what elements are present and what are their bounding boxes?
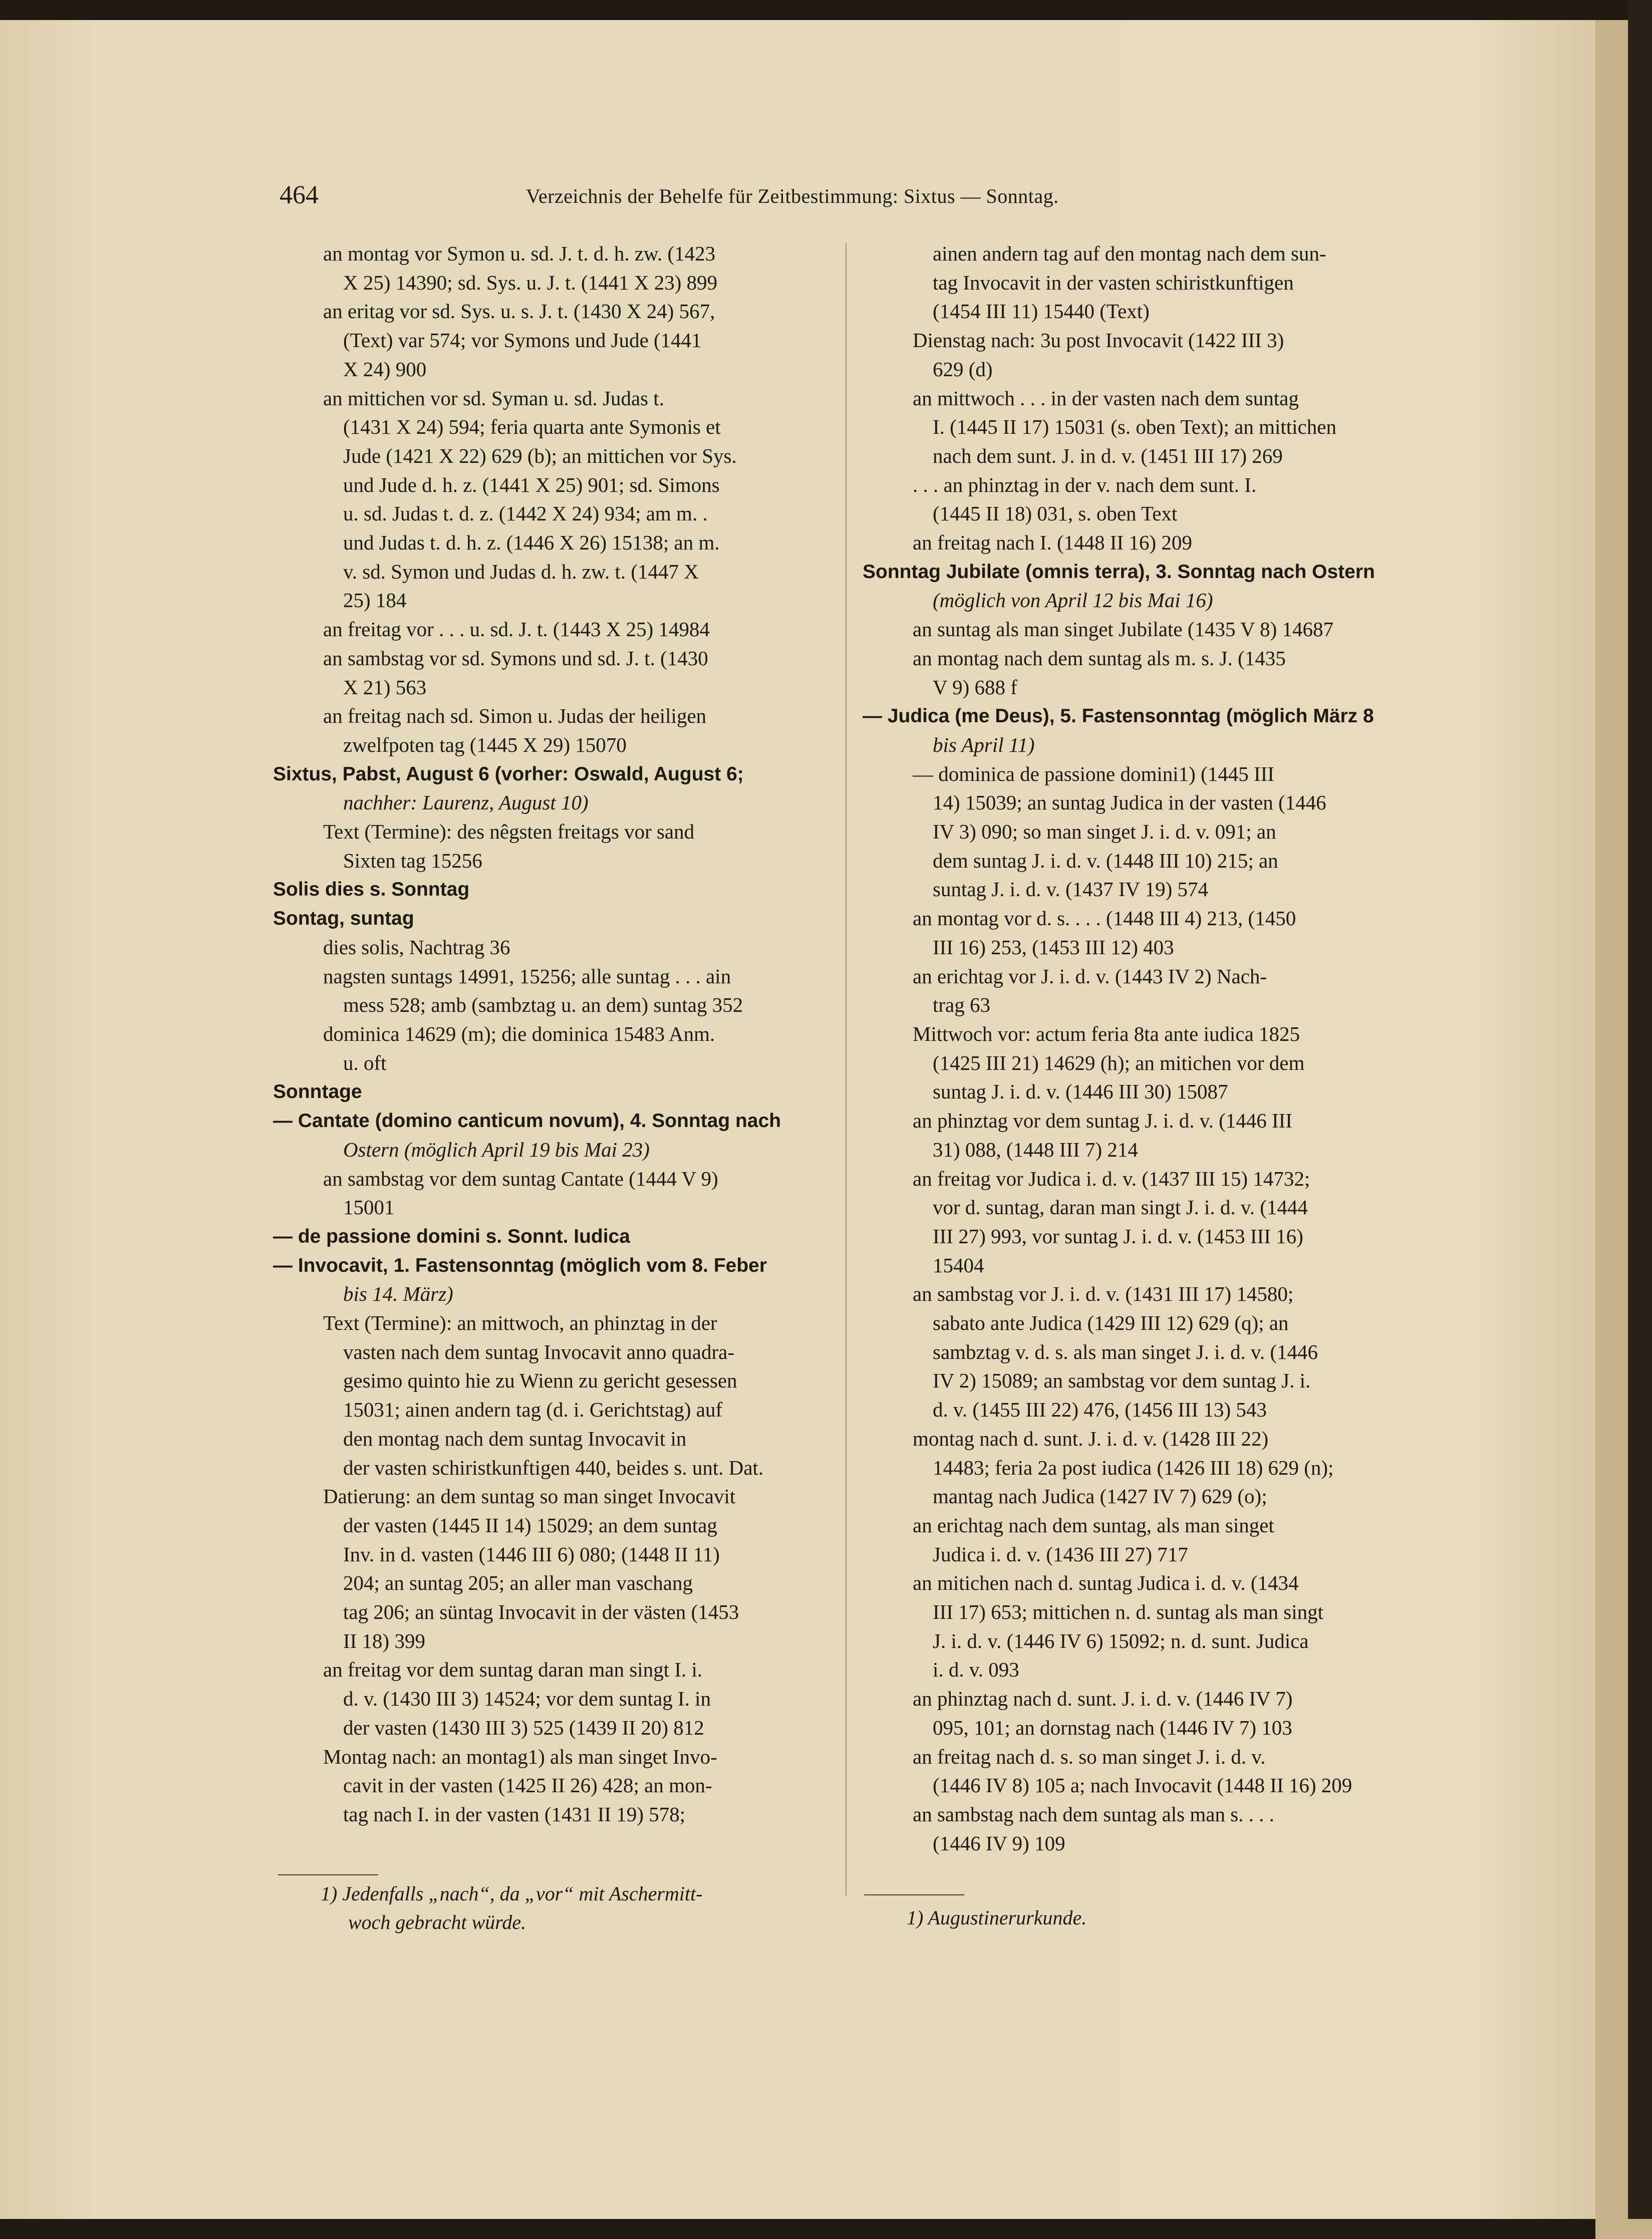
text-line: (1454 III 11) 15440 (Text) — [933, 300, 1150, 323]
text-line: zwelfpoten tag (1445 X 29) 15070 — [343, 733, 627, 756]
text-line: (1431 X 24) 594; feria quarta ante Symonis et — [343, 415, 721, 439]
text-line: 15404 — [933, 1253, 984, 1277]
text-line: 629 (d) — [933, 357, 993, 381]
text-line: ainen andern tag auf den montag nach dem sun- — [933, 242, 1326, 265]
text-line: (1446 IV 9) 109 — [933, 1831, 1065, 1855]
text-line: dem suntag J. i. d. v. (1448 III 10) 215; an — [933, 849, 1278, 872]
text-line: 14483; feria 2a post iudica (1426 III 18) 629 (n); — [933, 1456, 1334, 1479]
footnote-line: 1) Augustinerurkunde. — [907, 1906, 1087, 1929]
text-line: sabato ante Judica (1429 III 12) 629 (q); an — [933, 1311, 1289, 1335]
text-line: an sambstag nach dem suntag als man s. . . . — [913, 1802, 1274, 1826]
left-column — [273, 239, 829, 1829]
text-line: an erichtag nach dem suntag, als man singet — [913, 1513, 1274, 1537]
text-line: mantag nach Judica (1427 IV 7) 629 (o); — [933, 1485, 1267, 1508]
text-line: an sambstag vor sd. Symons und sd. J. t. (1430 — [323, 646, 708, 670]
text-line: Inv. in d. vasten (1446 III 6) 080; (1448 II 11) — [343, 1542, 720, 1566]
text-line: an mittwoch . . . in der vasten nach dem suntag — [913, 386, 1299, 410]
text-line: 31) 088, (1448 III 7) 214 — [933, 1138, 1138, 1161]
text-line: an mittichen vor sd. Syman u. sd. Judas t. — [323, 386, 665, 410]
right-column — [863, 239, 1421, 1858]
text-line: d. v. (1455 III 22) 476, (1456 III 13) 543 — [933, 1398, 1267, 1422]
text-line: der vasten schiristkunftigen 440, beides s. unt. Dat. — [343, 1456, 764, 1479]
text-line: IV 3) 090; so man singet J. i. d. v. 091; an — [933, 820, 1276, 844]
text-line: an phinztag vor dem suntag J. i. d. v. (1446 III — [913, 1109, 1292, 1133]
footnote-rule — [864, 1894, 964, 1895]
text-line: J. i. d. v. (1446 IV 6) 15092; n. d. sunt. Judica — [933, 1629, 1309, 1652]
text-line: tag Invocavit in der vasten schiristkunftigen — [933, 270, 1294, 294]
entry-heading: — Cantate (domino canticum novum), 4. Sonntag nach — [273, 1110, 781, 1132]
text-line: Judica i. d. v. (1436 III 27) 717 — [933, 1542, 1188, 1566]
entry-heading: Sonntage — [273, 1081, 362, 1103]
text-line: dominica 14629 (m); die dominica 15483 Anm. — [323, 1022, 715, 1045]
text-line: 14) 15039; an suntag Judica in der vasten (1446 — [933, 791, 1326, 814]
text-line: an freitag nach sd. Simon u. Judas der heiligen — [323, 704, 707, 728]
text-line: und Judas t. d. h. z. (1446 X 26) 15138; an m. — [343, 531, 720, 554]
text-line: 204; an suntag 205; an aller man vaschang — [343, 1571, 693, 1595]
text-line: (möglich von April 12 bis Mai 16) — [933, 589, 1213, 612]
text-line: . . . an phinztag in der v. nach dem sunt. I. — [913, 473, 1257, 496]
entry-heading: Solis dies s. Sonntag — [273, 879, 470, 901]
text-line: und Jude d. h. z. (1441 X 25) 901; sd. Simons — [343, 473, 720, 496]
text-line: suntag J. i. d. v. (1446 III 30) 15087 — [933, 1080, 1228, 1103]
page-number: 464 — [280, 181, 319, 209]
text-line: (1445 II 18) 031, s. oben Text — [933, 502, 1178, 525]
footnote-left — [321, 1879, 703, 1936]
text-line: vor d. suntag, daran man singt J. i. d. v. (1444 — [933, 1196, 1308, 1219]
column-divider — [846, 243, 847, 1896]
text-line: III 17) 653; mittichen n. d. suntag als man singt — [933, 1600, 1324, 1624]
text-line: tag 206; an süntag Invocavit in der västen (1453 — [343, 1600, 739, 1624]
text-line: X 21) 563 — [343, 675, 427, 699]
text-line: gesimo quinto hie zu Wienn zu gericht gesessen — [343, 1369, 737, 1392]
text-line: X 25) 14390; sd. Sys. u. J. t. (1441 X 23) 899 — [343, 270, 718, 294]
text-line: u. oft — [343, 1051, 387, 1074]
text-line: bis 14. März) — [343, 1282, 453, 1306]
text-line: Text (Termine): an mittwoch, an phinztag in der — [323, 1311, 717, 1335]
text-line: 15031; ainen andern tag (d. i. Gerichtstag) auf — [343, 1398, 723, 1422]
text-line: Text (Termine): des nêgsten freitags vor sand — [323, 820, 695, 844]
text-line: montag nach d. sunt. J. i. d. v. (1428 III 22) — [913, 1427, 1269, 1450]
text-line: 15001 — [343, 1196, 395, 1219]
entry-heading: Sonntag Jubilate (omnis terra), 3. Sonntag nach Ostern — [863, 561, 1375, 583]
text-line: X 24) 900 — [343, 357, 427, 381]
text-line: (1425 III 21) 14629 (h); an mitichen vor dem — [933, 1051, 1305, 1074]
text-line: suntag J. i. d. v. (1437 IV 19) 574 — [933, 878, 1209, 901]
text-line: an sambstag vor J. i. d. v. (1431 III 17) 14580; — [913, 1282, 1294, 1306]
page-header — [0, 180, 1608, 220]
text-line: II 18) 399 — [343, 1629, 425, 1652]
text-line: d. v. (1430 III 3) 14524; vor dem suntag I. in — [343, 1687, 711, 1711]
text-line: an suntag als man singet Jubilate (1435 V 8) 14687 — [913, 618, 1334, 641]
text-line: an montag nach dem suntag als m. s. J. (1435 — [913, 646, 1286, 670]
text-line: den montag nach dem suntag Invocavit in — [343, 1427, 687, 1450]
text-line: der vasten (1445 II 14) 15029; an dem suntag — [343, 1513, 717, 1537]
text-line: V 9) 688 f — [933, 675, 1017, 699]
text-line: trag 63 — [933, 993, 990, 1017]
text-line: I. (1445 II 17) 15031 (s. oben Text); an mittichen — [933, 415, 1336, 439]
footnote-line: 1) Jedenfalls „nach“, da „vor“ mit Aschermitt- — [321, 1882, 703, 1905]
text-line: (Text) var 574; vor Symons und Jude (1441 — [343, 329, 702, 352]
text-line: i. d. v. 093 — [933, 1658, 1019, 1682]
running-title: Verzeichnis der Behelfe für Zeitbestimmung: Sixtus — Sonntag. — [526, 185, 1059, 207]
text-line: der vasten (1430 III 3) 525 (1439 II 20) 812 — [343, 1716, 704, 1739]
text-line: mess 528; amb (sambztag u. an dem) suntag 352 — [343, 993, 743, 1017]
text-line: cavit in der vasten (1425 II 26) 428; an mon- — [343, 1774, 712, 1797]
text-line: 095, 101; an dornstag nach (1446 IV 7) 103 — [933, 1716, 1292, 1739]
text-line: an phinztag nach d. sunt. J. i. d. v. (1446 IV 7) — [913, 1687, 1293, 1711]
text-line: Sixten tag 15256 — [343, 849, 482, 872]
text-line: an erichtag vor J. i. d. v. (1443 IV 2) Nach- — [913, 964, 1267, 988]
entry-heading: Sixtus, Pabst, August 6 (vorher: Oswald, August 6; — [273, 763, 744, 785]
footnote-right — [907, 1903, 1086, 1932]
text-line: Dienstag nach: 3u post Invocavit (1422 III 3) — [913, 329, 1284, 352]
entry-heading: — Judica (me Deus), 5. Fastensonntag (möglich März 8 — [863, 705, 1374, 727]
text-line: IV 2) 15089; an sambstag vor dem suntag J. i. — [933, 1369, 1311, 1392]
text-line: Ostern (möglich April 19 bis Mai 23) — [343, 1138, 650, 1161]
text-line: an freitag nach d. s. so man singet J. i. d. v. — [913, 1745, 1266, 1768]
text-line: an freitag vor Judica i. d. v. (1437 III 15) 14732; — [913, 1167, 1310, 1190]
text-line: Jude (1421 X 22) 629 (b); an mittichen vor Sys. — [343, 444, 737, 467]
entry-heading: — de passione domini s. Sonnt. Iudica — [273, 1225, 630, 1247]
text-line: nach dem sunt. J. in d. v. (1451 III 17) 269 — [933, 444, 1283, 467]
text-line: Montag nach: an montag1) als man singet Invo- — [323, 1745, 717, 1768]
text-line: — dominica de passione domini1) (1445 III — [913, 762, 1274, 785]
text-line: an montag vor Symon u. sd. J. t. d. h. zw. (1423 — [323, 242, 716, 265]
text-line: Mittwoch vor: actum feria 8ta ante iudica 1825 — [913, 1022, 1300, 1045]
text-line: an mitichen nach d. suntag Judica i. d. v. (1434 — [913, 1571, 1299, 1595]
text-line: vasten nach dem suntag Invocavit anno quadra- — [343, 1340, 735, 1363]
text-line: an eritag vor sd. Sys. u. s. J. t. (1430 X 24) 567, — [323, 300, 715, 323]
text-line: sambztag v. d. s. als man singet J. i. d. v. (1446 — [933, 1340, 1318, 1363]
text-line: Datierung: an dem suntag so man singet Invocavit — [323, 1485, 736, 1508]
footnote-rule — [278, 1874, 378, 1875]
text-line: III 16) 253, (1453 III 12) 403 — [933, 935, 1174, 959]
entry-heading: — Invocavit, 1. Fastensonntag (möglich vom 8. Feber — [273, 1254, 767, 1276]
text-line: an freitag vor . . . u. sd. J. t. (1443 X 25) 14984 — [323, 618, 710, 641]
text-line: v. sd. Symon und Judas d. h. zw. t. (1447 X — [343, 559, 699, 583]
text-line: bis April 11) — [933, 733, 1035, 756]
text-line: an freitag nach I. (1448 II 16) 209 — [913, 531, 1192, 554]
footnote-line: woch gebracht würde. — [348, 1911, 526, 1933]
text-line: nachher: Laurenz, August 10) — [343, 791, 589, 814]
text-line: an sambstag vor dem suntag Cantate (1444 V 9) — [323, 1167, 718, 1190]
text-line: u. sd. Judas t. d. z. (1442 X 24) 934; am m. . — [343, 502, 708, 525]
text-line: tag nach I. in der vasten (1431 II 19) 578; — [343, 1802, 686, 1826]
text-line: an montag vor d. s. . . . (1448 III 4) 213, (1450 — [913, 907, 1296, 930]
text-line: (1446 IV 8) 105 a; nach Invocavit (1448 II 16) 209 — [933, 1774, 1352, 1797]
text-line: III 27) 993, vor suntag J. i. d. v. (1453 III 16) — [933, 1224, 1303, 1248]
entry-heading: Sontag, suntag — [273, 908, 414, 930]
text-line: nagsten suntags 14991, 15256; alle suntag . . . ain — [323, 964, 731, 988]
text-line: dies solis, Nachtrag 36 — [323, 935, 510, 959]
text-line: 25) 184 — [343, 589, 407, 612]
scan-border — [1628, 0, 1652, 2219]
text-line: an freitag vor dem suntag daran man singt I. i. — [323, 1658, 703, 1682]
